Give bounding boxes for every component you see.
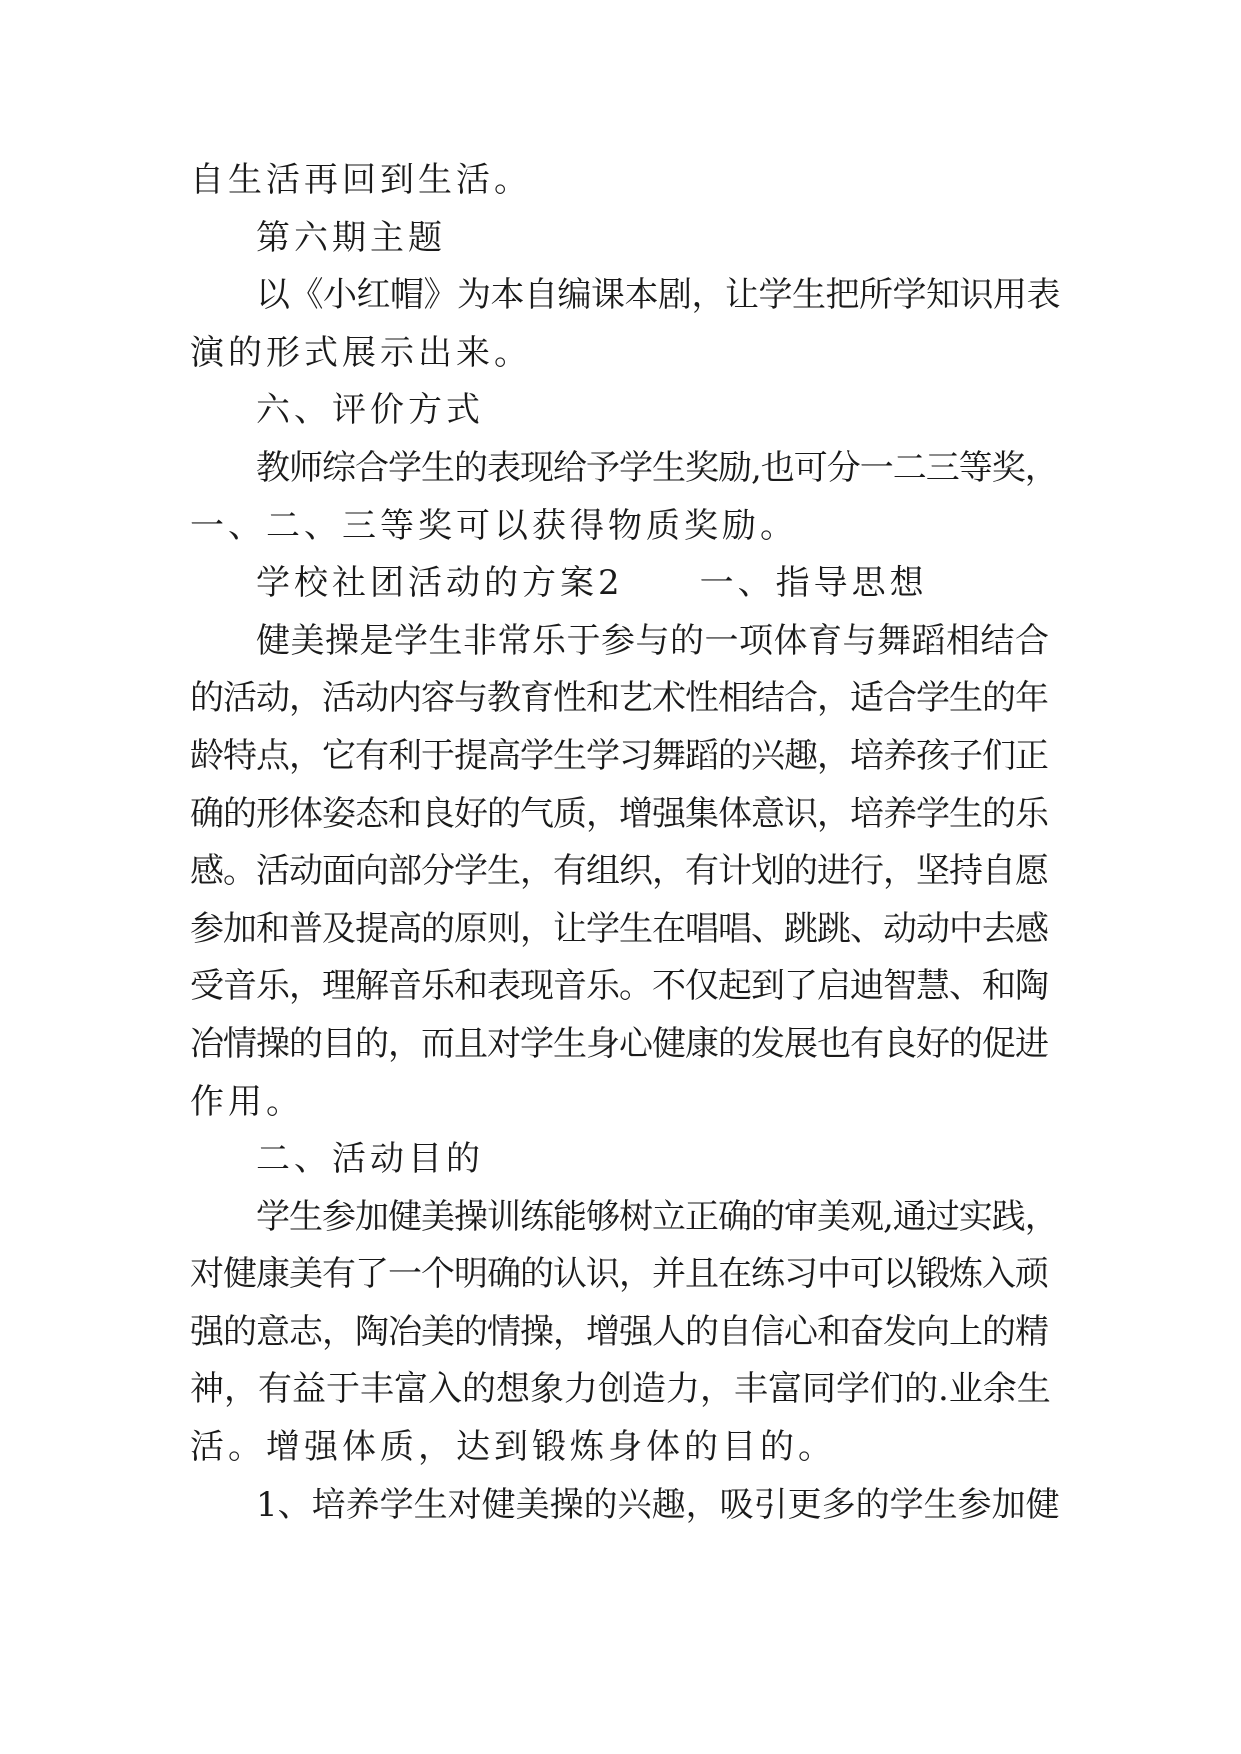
text-line: 演的形式展示出来。 <box>190 332 532 373</box>
text-line: 冶情操的目的，而且对学生身心健康的发展也有良好的促进 <box>190 1023 1048 1064</box>
text-line: 受音乐，理解音乐和表现音乐。不仅起到了启迪智慧、和陶 <box>190 966 1048 1007</box>
text-line: 一、二、三等奖可以获得物质奖励。 <box>190 505 798 546</box>
document-body <box>190 152 1060 1534</box>
text-line: 作用。 <box>190 1081 304 1122</box>
text-line: 强的意志，陶冶美的情操，增强人的自信心和奋发向上的精 <box>190 1311 1048 1352</box>
text-line: 第六期主题 <box>256 217 446 258</box>
text-line: 教师综合学生的表现给予学生奖励,也可分一二三等奖， <box>256 447 1058 488</box>
text-line: 二、活动目的 <box>256 1139 484 1180</box>
text-line: 六、评价方式 <box>256 390 484 431</box>
text-line: 龄特点，它有利于提高学生学习舞蹈的兴趣，培养孩子们正 <box>190 735 1048 776</box>
text-line: 健美操是学生非常乐于参与的一项体育与舞蹈相结合 <box>256 620 1050 661</box>
text-line: 自生活再回到生活。 <box>190 160 532 200</box>
text-line: 参加和普及提高的原则，让学生在唱唱、跳跳、动动中去感 <box>190 908 1048 949</box>
text-line: 学校社团活动的方案2 一、指导思想 <box>256 563 928 604</box>
text-line: 学生参加健美操训练能够树立正确的审美观,通过实践， <box>256 1196 1058 1237</box>
text-line: 感。活动面向部分学生，有组织，有计划的进行，坚持自愿 <box>190 851 1048 892</box>
text-line: 的活动，活动内容与教育性和艺术性相结合，适合学生的年 <box>190 678 1048 719</box>
text-line: 活。增强体质，达到锻炼身体的目的。 <box>190 1427 836 1468</box>
text-line: 神，有益于丰富入的想象力创造力，丰富同学们的.业余生 <box>190 1369 1051 1410</box>
text-line: 确的形体姿态和良好的气质，增强集体意识，培养学生的乐 <box>190 793 1048 834</box>
text-line: 1、培养学生对健美操的兴趣，吸引更多的学生参加健 <box>256 1484 1060 1525</box>
text-line: 以《小红帽》为本自编课本剧，让学生把所学知识用表 <box>256 275 1060 316</box>
text-line: 对健康美有了一个明确的认识，并且在练习中可以锻炼入顽 <box>190 1254 1048 1295</box>
